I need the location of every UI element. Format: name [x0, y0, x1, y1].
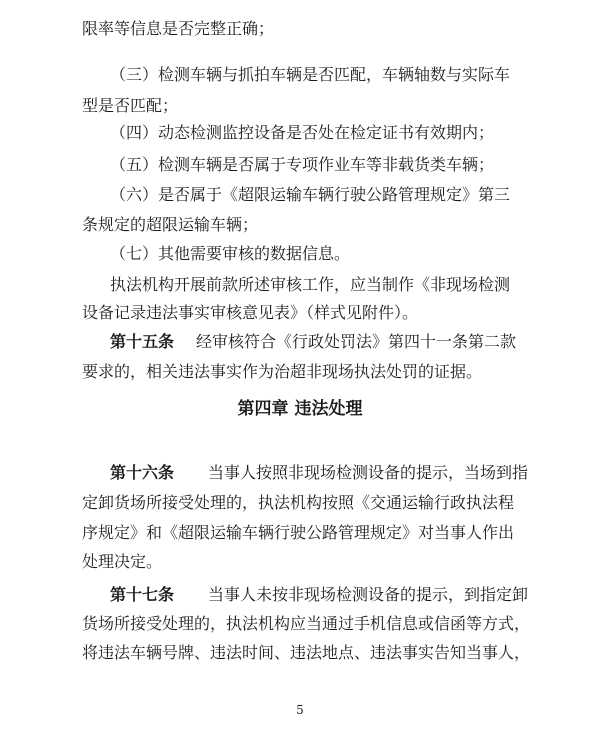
text-run: 序规定》和《超限运输车辆行驶公路管理规定》对当事人作出	[82, 523, 515, 542]
text-run: 执法机构开展前款所述审核工作，应当制作《非现场检测	[110, 275, 511, 294]
text-run: （三）检测车辆与抓拍车辆是否匹配，车辆轴数与实际车	[110, 65, 511, 84]
text-run: 货场所接受处理的，执法机构应当通过手机信息或信函等方式，	[82, 614, 531, 633]
text-run: 经审核符合《行政处罚法》第四十一条第二款	[196, 332, 517, 351]
text-run: （六）是否属于《超限运输车辆行驶公路管理规定》第三	[110, 185, 511, 204]
text-line	[0, 609, 600, 639]
text-run: （四）动态检测监控设备是否处在检定证书有效期内；	[110, 123, 495, 142]
text-line	[0, 180, 600, 210]
text-run: 当事人按照非现场检测设备的提示，当场到指	[208, 463, 529, 482]
text-run: 定卸货场所接受处理的，执法机构按照《交通运输行政执法程	[82, 493, 515, 512]
article-label: 第十五条	[110, 332, 175, 351]
text-line	[0, 518, 600, 548]
text-line	[0, 91, 600, 121]
article-16	[0, 458, 600, 488]
text-run: 处理决定。	[82, 552, 163, 571]
text-run: 设备记录违法事实审核意见表》（样式见附件）。	[82, 303, 419, 322]
text-line	[0, 210, 600, 240]
text-line	[0, 488, 600, 518]
text-run: 型是否匹配；	[82, 96, 179, 115]
text-run: 条规定的超限运输车辆；	[82, 215, 259, 234]
text-line	[0, 118, 600, 148]
text-run: （七）其他需要审核的数据信息。	[110, 244, 351, 263]
chapter-heading: 第四章 违法处理	[237, 399, 363, 419]
text-run: 将违法车辆号牌、违法时间、违法地点、违法事实告知当事人，	[82, 643, 531, 662]
text-run: 限率等信息是否完整正确；	[82, 19, 275, 38]
text-line	[0, 638, 600, 668]
text-line	[0, 60, 600, 90]
text-line	[0, 270, 600, 300]
text-run: 要求的，相关违法事实作为治超非现场执法处罚的证据。	[82, 362, 483, 381]
article-label: 第十七条	[110, 585, 175, 604]
article-17	[0, 580, 600, 610]
text-line	[0, 239, 600, 269]
text-line	[0, 150, 600, 180]
article-15	[0, 327, 600, 357]
article-label: 第十六条	[110, 463, 175, 482]
text-line	[0, 547, 600, 577]
text-line	[0, 298, 600, 328]
text-line	[0, 14, 600, 44]
text-line	[0, 357, 600, 387]
text-run: （五）检测车辆是否属于专项作业车等非载货类车辆；	[110, 155, 495, 174]
text-run: 当事人未按非现场检测设备的提示，到指定卸	[208, 585, 529, 604]
page-number: 5	[296, 703, 304, 717]
